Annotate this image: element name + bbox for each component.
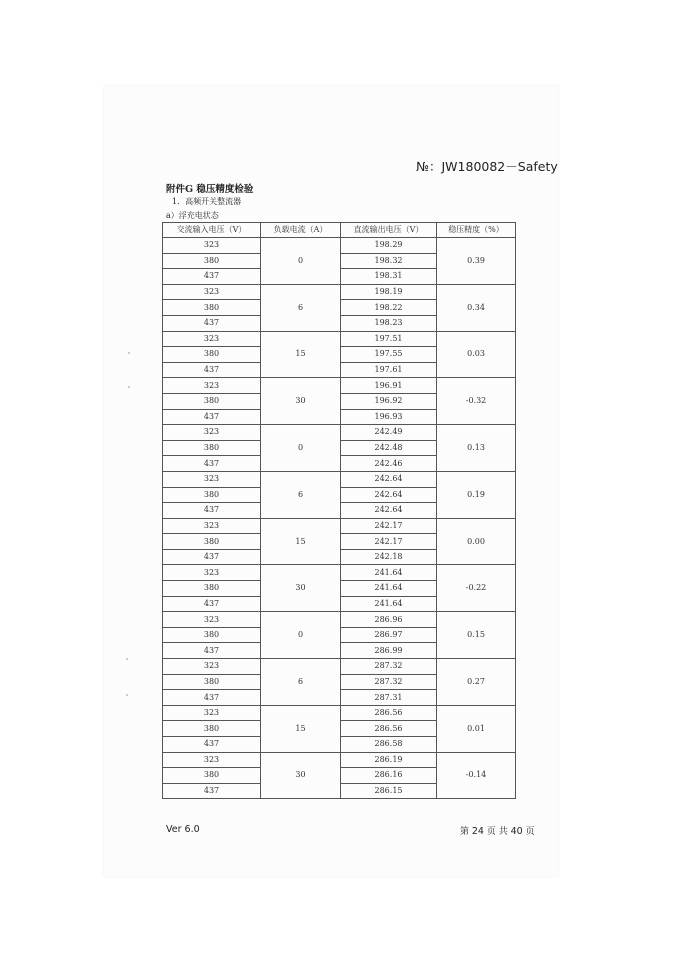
document-number: №：JW180082－Safety xyxy=(416,159,558,174)
cell-regulation-accuracy: 0.34 xyxy=(437,284,516,331)
cell-dc-output-voltage: 287.32 xyxy=(341,659,437,675)
cell-ac-input-voltage: 380 xyxy=(163,721,261,737)
cell-dc-output-voltage: 198.22 xyxy=(341,300,437,316)
cell-load-current: 30 xyxy=(261,752,341,799)
cell-regulation-accuracy: -0.14 xyxy=(437,752,516,799)
cell-dc-output-voltage: 197.51 xyxy=(341,331,437,347)
cell-dc-output-voltage: 242.17 xyxy=(341,518,437,534)
cell-ac-input-voltage: 437 xyxy=(163,549,261,565)
cell-dc-output-voltage: 286.16 xyxy=(341,768,437,784)
cell-dc-output-voltage: 241.64 xyxy=(341,581,437,597)
scan-speck xyxy=(128,386,130,388)
cell-dc-output-voltage: 241.64 xyxy=(341,565,437,581)
cell-load-current: 30 xyxy=(261,378,341,425)
cell-ac-input-voltage: 380 xyxy=(163,393,261,409)
cell-dc-output-voltage: 286.19 xyxy=(341,752,437,768)
table-row xyxy=(163,331,516,347)
cell-ac-input-voltage: 437 xyxy=(163,690,261,706)
cell-load-current: 15 xyxy=(261,518,341,565)
cell-load-current: 0 xyxy=(261,238,341,285)
cell-ac-input-voltage: 380 xyxy=(163,581,261,597)
header-regulation-accuracy: 稳压精度（%） xyxy=(437,223,516,238)
cell-load-current: 15 xyxy=(261,705,341,752)
cell-dc-output-voltage: 198.29 xyxy=(341,238,437,254)
cell-regulation-accuracy: -0.32 xyxy=(437,378,516,425)
cell-ac-input-voltage: 380 xyxy=(163,768,261,784)
cell-regulation-accuracy: 0.03 xyxy=(437,331,516,378)
cell-ac-input-voltage: 380 xyxy=(163,534,261,550)
cell-dc-output-voltage: 196.92 xyxy=(341,393,437,409)
cell-ac-input-voltage: 380 xyxy=(163,487,261,503)
table-row xyxy=(163,284,516,300)
cell-dc-output-voltage: 287.31 xyxy=(341,690,437,706)
table-row xyxy=(163,659,516,675)
cell-dc-output-voltage: 286.96 xyxy=(341,612,437,628)
table-row xyxy=(163,612,516,628)
cell-dc-output-voltage: 242.46 xyxy=(341,456,437,472)
page-total: 40 xyxy=(510,826,523,837)
cell-ac-input-voltage: 380 xyxy=(163,627,261,643)
cell-ac-input-voltage: 323 xyxy=(163,565,261,581)
cell-ac-input-voltage: 323 xyxy=(163,331,261,347)
scan-speck xyxy=(128,352,130,354)
page-prefix: 第 xyxy=(460,827,470,837)
header-ac-input-voltage: 交流输入电压（V） xyxy=(163,223,261,238)
table-row xyxy=(163,378,516,394)
cell-ac-input-voltage: 380 xyxy=(163,674,261,690)
cell-ac-input-voltage: 437 xyxy=(163,315,261,331)
cell-dc-output-voltage: 286.58 xyxy=(341,737,437,753)
cell-dc-output-voltage: 286.99 xyxy=(341,643,437,659)
cell-load-current: 0 xyxy=(261,425,341,472)
cell-regulation-accuracy: 0.15 xyxy=(437,612,516,659)
cell-regulation-accuracy: 0.00 xyxy=(437,518,516,565)
cell-ac-input-voltage: 437 xyxy=(163,503,261,519)
cell-regulation-accuracy: 0.13 xyxy=(437,425,516,472)
cell-ac-input-voltage: 437 xyxy=(163,456,261,472)
cell-ac-input-voltage: 323 xyxy=(163,378,261,394)
cell-dc-output-voltage: 197.55 xyxy=(341,347,437,363)
cell-dc-output-voltage: 242.48 xyxy=(341,440,437,456)
version-label: Ver 6.0 xyxy=(166,824,200,835)
cell-dc-output-voltage: 286.97 xyxy=(341,627,437,643)
cell-ac-input-voltage: 437 xyxy=(163,643,261,659)
cell-dc-output-voltage: 242.64 xyxy=(341,503,437,519)
cell-load-current: 15 xyxy=(261,331,341,378)
cell-dc-output-voltage: 198.19 xyxy=(341,284,437,300)
table-body xyxy=(163,238,516,799)
cell-ac-input-voltage: 323 xyxy=(163,705,261,721)
cell-dc-output-voltage: 241.64 xyxy=(341,596,437,612)
page-mid: 页 共 xyxy=(486,827,508,837)
header-load-current: 负载电流（A） xyxy=(261,223,341,238)
cell-load-current: 6 xyxy=(261,471,341,518)
cell-regulation-accuracy: 0.01 xyxy=(437,705,516,752)
cell-dc-output-voltage: 242.17 xyxy=(341,534,437,550)
cell-ac-input-voltage: 323 xyxy=(163,284,261,300)
cell-load-current: 30 xyxy=(261,565,341,612)
cell-ac-input-voltage: 323 xyxy=(163,752,261,768)
cell-ac-input-voltage: 323 xyxy=(163,659,261,675)
cell-dc-output-voltage: 242.64 xyxy=(341,471,437,487)
scan-speck xyxy=(126,694,128,696)
page-indicator xyxy=(460,824,535,837)
cell-ac-input-voltage: 380 xyxy=(163,347,261,363)
cell-ac-input-voltage: 323 xyxy=(163,238,261,254)
cell-dc-output-voltage: 242.49 xyxy=(341,425,437,441)
cell-ac-input-voltage: 380 xyxy=(163,253,261,269)
cell-dc-output-voltage: 286.56 xyxy=(341,705,437,721)
table-row xyxy=(163,518,516,534)
section-subheading: 1．高频开关整流器 xyxy=(172,197,242,206)
cell-dc-output-voltage: 286.15 xyxy=(341,783,437,799)
cell-ac-input-voltage: 380 xyxy=(163,440,261,456)
cell-dc-output-voltage: 242.64 xyxy=(341,487,437,503)
cell-ac-input-voltage: 323 xyxy=(163,518,261,534)
cell-ac-input-voltage: 323 xyxy=(163,612,261,628)
page-current: 24 xyxy=(471,826,484,837)
cell-ac-input-voltage: 323 xyxy=(163,471,261,487)
cell-regulation-accuracy: 0.39 xyxy=(437,238,516,285)
cell-regulation-accuracy: 0.27 xyxy=(437,659,516,706)
table-row xyxy=(163,471,516,487)
table-row xyxy=(163,565,516,581)
cell-dc-output-voltage: 242.18 xyxy=(341,549,437,565)
cell-load-current: 6 xyxy=(261,284,341,331)
cell-ac-input-voltage: 437 xyxy=(163,269,261,285)
table-row xyxy=(163,425,516,441)
cell-ac-input-voltage: 437 xyxy=(163,409,261,425)
regulation-accuracy-table xyxy=(162,222,516,799)
cell-ac-input-voltage: 323 xyxy=(163,425,261,441)
cell-ac-input-voltage: 380 xyxy=(163,300,261,316)
cell-ac-input-voltage: 437 xyxy=(163,783,261,799)
section-subsubheading: a）浮充电状态 xyxy=(166,211,219,220)
table-row xyxy=(163,705,516,721)
appendix-heading: 附件G 稳压精度检验 xyxy=(166,184,254,195)
table-row xyxy=(163,752,516,768)
cell-ac-input-voltage: 437 xyxy=(163,596,261,612)
cell-regulation-accuracy: 0.19 xyxy=(437,471,516,518)
cell-dc-output-voltage: 198.31 xyxy=(341,269,437,285)
table-row xyxy=(163,238,516,254)
cell-dc-output-voltage: 287.32 xyxy=(341,674,437,690)
cell-ac-input-voltage: 437 xyxy=(163,362,261,378)
header-dc-output-voltage: 直流输出电压（V） xyxy=(341,223,437,238)
cell-load-current: 6 xyxy=(261,659,341,706)
cell-dc-output-voltage: 196.93 xyxy=(341,409,437,425)
cell-dc-output-voltage: 198.32 xyxy=(341,253,437,269)
table-header-row xyxy=(163,223,516,238)
cell-dc-output-voltage: 286.56 xyxy=(341,721,437,737)
cell-load-current: 0 xyxy=(261,612,341,659)
cell-ac-input-voltage: 437 xyxy=(163,737,261,753)
cell-regulation-accuracy: -0.22 xyxy=(437,565,516,612)
cell-dc-output-voltage: 198.23 xyxy=(341,315,437,331)
page-suffix: 页 xyxy=(525,827,535,837)
scan-speck xyxy=(126,658,128,660)
cell-dc-output-voltage: 196.91 xyxy=(341,378,437,394)
cell-dc-output-voltage: 197.61 xyxy=(341,362,437,378)
